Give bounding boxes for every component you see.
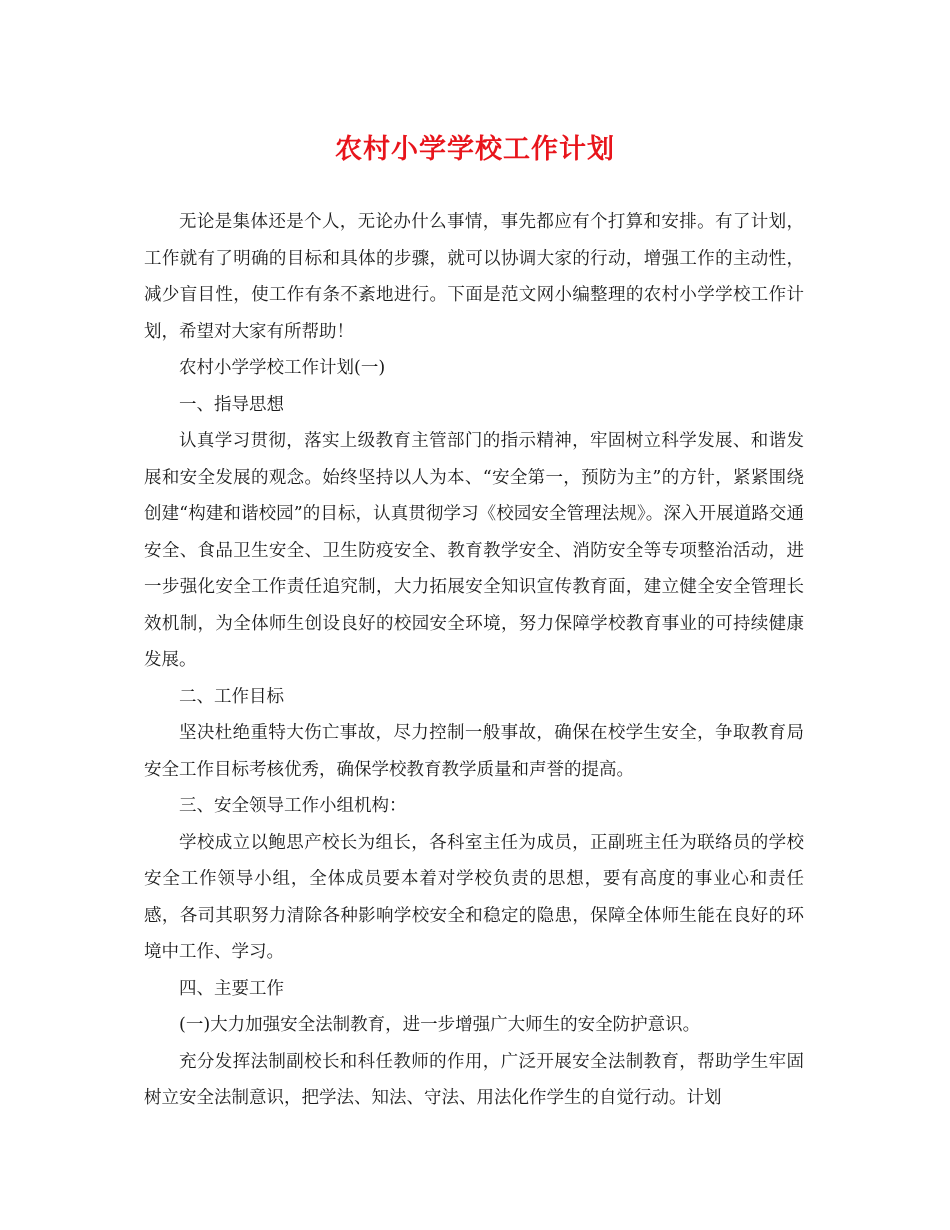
main-work-paragraph: 充分发挥法制副校长和科任教师的作用，广泛开展安全法制教育，帮助学生牢固树立安全法制意识，把学法、知法、守法、用法化作学生的自觉行动。计划 [144, 1051, 804, 1108]
document-body [144, 204, 804, 1117]
document-title: 农村小学学校工作计划 [335, 134, 615, 165]
intro-paragraph: 无论是集体还是个人，无论办什么事情，事先都应有个打算和安排。有了计划，工作就有了明确的目标和具体的步骤，就可以协调大家的行动，增强工作的主动性，减少盲目性，使工作有条不紊地进行。下面是范文网小编整理的农村小学学校工作计划，希望对大家有所帮助！ [144, 212, 804, 342]
guiding-thought-paragraph: 认真学习贯彻，落实上级教育主管部门的指示精神，牢固树立科学发展、和谐发展和安全发展的观念。始终坚持以人为本、“安全第一，预防为主”的方针，紧紧围绕创建“构建和谐校园”的目标，认真贯彻学习《校园安全管理法规》。深入开展道路交通安全、食品卫生安全、卫生防疫安全、教育教学安全、消防安全等专项整治活动，进一步强化安全工作责任追究制，大力拓展安全知识宣传教育面，建立健全安全管理长效机制，为全体师生创设良好的校园安全环境，努力保障学校教育事业的可持续健康发展。 [144, 431, 804, 670]
section-heading-work-goals: 二、工作目标 [179, 686, 284, 707]
plan-subtitle: 农村小学学校工作计划(一) [179, 358, 386, 378]
section-heading-guiding-thought: 一、指导思想 [179, 394, 284, 415]
section-heading-main-work: 四、主要工作 [179, 978, 284, 999]
leadership-group-paragraph: 学校成立以鲍思产校长为组长，各科室主任为成员，正副班主任为联络员的学校安全工作领导小组，全体成员要本着对学校负责的思想，要有高度的事业心和责任感，各司其职努力清除各种影响学校安全和稳定的隐患，保障全体师生能在良好的环境中工作、学习。 [144, 832, 804, 962]
work-goals-paragraph: 坚决杜绝重特大伤亡事故，尽力控制一般事故，确保在校学生安全，争取教育局安全工作目标考核优秀，确保学校教育教学质量和声誉的提高。 [144, 723, 804, 780]
section-heading-leadership-group: 三、安全领导工作小组机构： [179, 796, 407, 816]
main-work-item-1: (一)大力加强安全法制教育，进一步增强广大师生的安全防护意识。 [179, 1015, 701, 1035]
